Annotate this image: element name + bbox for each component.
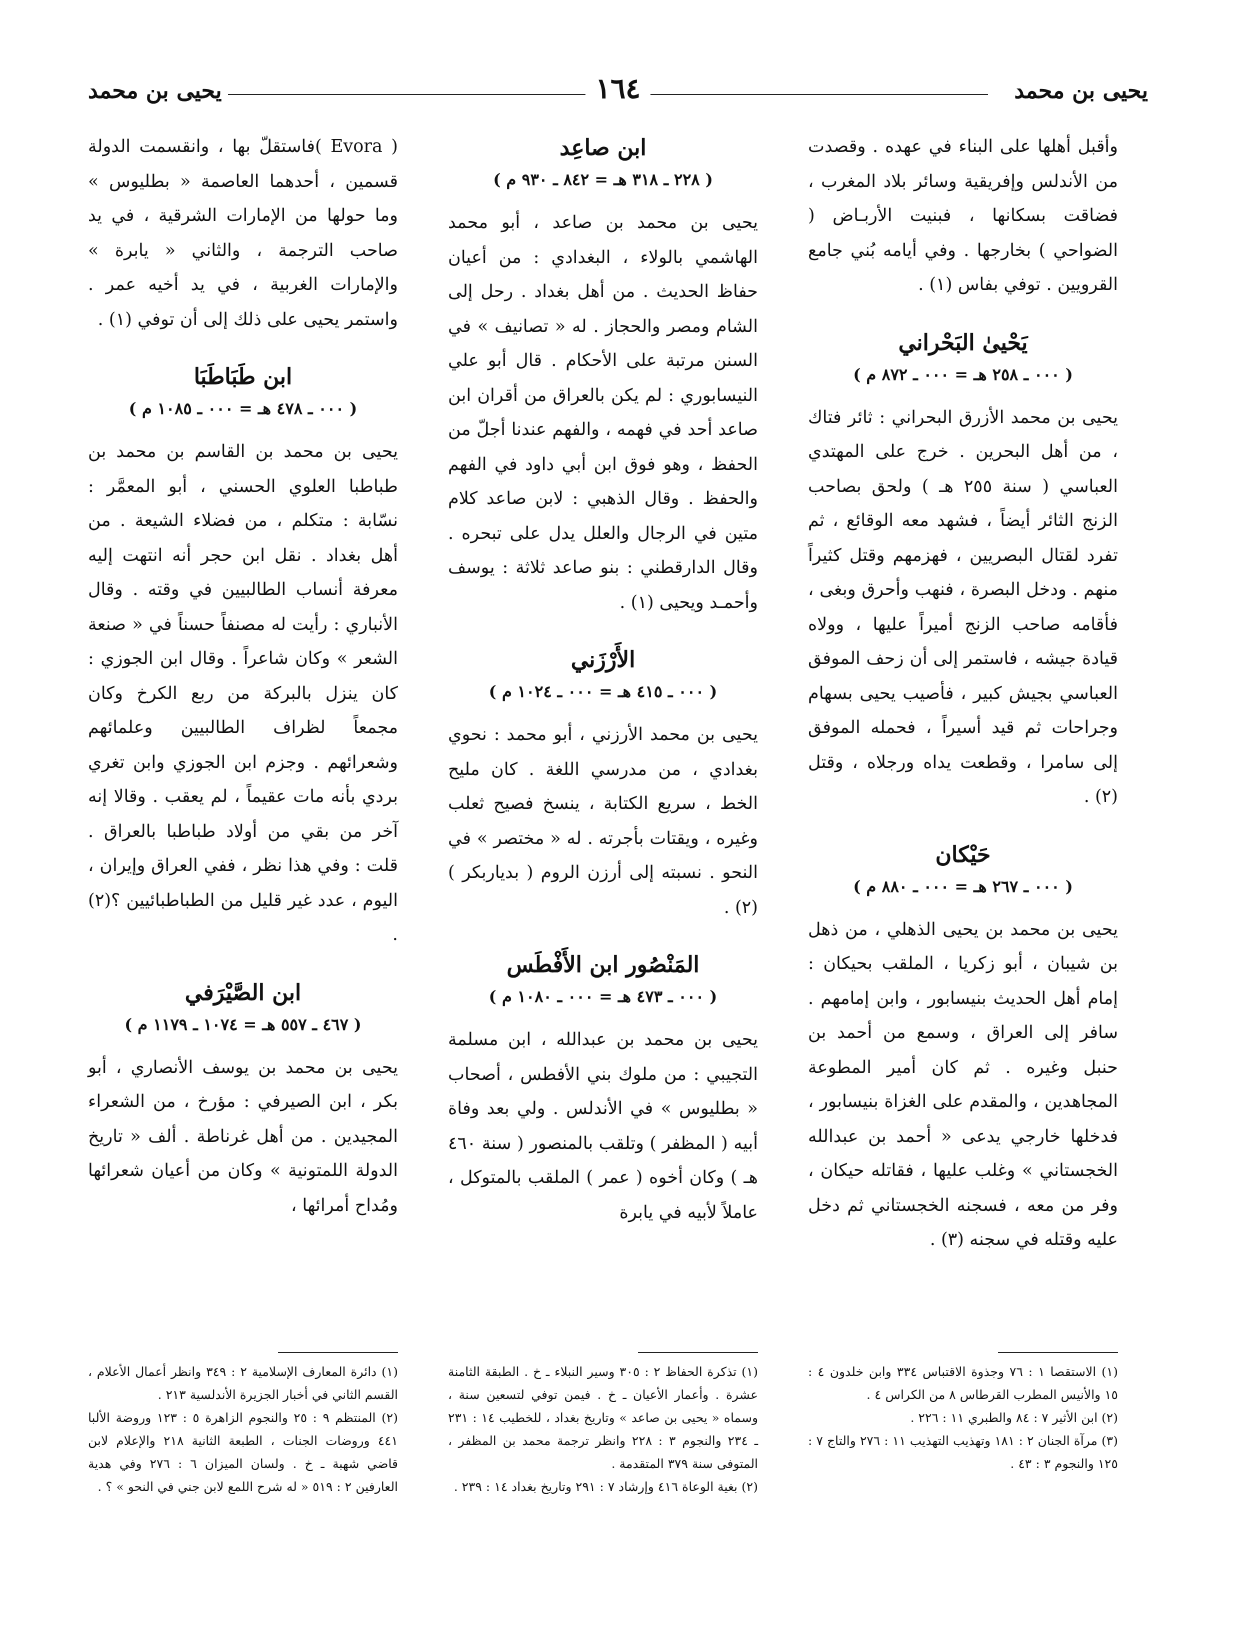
continuation-text: ( Evora )فاستقلّ بها ، وانقسمت الدولة قسمين ، أحدهما العاصمة « بطليوس » وما حولها من الإمارات الشرقية ، في يد صاحب الترجمة ، والثاني « يابرة » والإمارات الغربية ، في يد أخيه عمر . واستمر يحيى على ذلك إلى أن توفي (١) . <box>88 137 398 330</box>
entry-title: يَحْيىٰ البَحْراني <box>898 329 1028 356</box>
footnote: (١) الاستقصا ١ : ٧٦ وجذوة الاقتباس ٣٣٤ وابن خلدون ٤ : ١٥ والأنيس المطرب القرطاس ٨ من الكراس ٤ . <box>808 1364 1118 1402</box>
page-number: ١٦٤ <box>585 72 650 105</box>
footnote-rule <box>638 1352 758 1353</box>
entry-body: يحيى بن محمد بن يوسف الأنصاري ، أبو بكر ، ابن الصيرفي : مؤرخ ، من الشعراء المجيدين . من أهل غرناطة . ألف « تاريخ الدولة اللمتونية » وكان من أعيان شعرائها ومُداح أمرائها ، <box>88 1057 398 1216</box>
footnotes-right <box>808 1360 1118 1475</box>
entry-dates: ( ٠٠٠ ـ ٤١٥ هـ = ٠٠٠ ـ ١٠٢٤ م ) <box>488 682 718 701</box>
entry-dates: ( ٠٠٠ ـ ٤٧٨ هـ = ٠٠٠ ـ ١٠٨٥ م ) <box>128 399 358 418</box>
footnote-rule <box>998 1352 1118 1353</box>
running-title-right: يحيى بن محمد <box>1014 78 1148 104</box>
entry-title: الأَرْزَني <box>570 647 636 673</box>
footnotes-left <box>88 1360 398 1498</box>
column-right <box>808 130 1118 1258</box>
column-middle <box>448 130 758 1230</box>
page-header <box>88 72 1148 120</box>
entry-title: ابن الصَّيْرَفي <box>184 979 302 1006</box>
footnote: (٣) مرآة الجنان ٢ : ١٨١ وتهذيب التهذيب ١١ : ٢٧٦ والتاج ٧ : ١٢٥ والنجوم ٣ : ٤٣ . <box>808 1433 1118 1471</box>
running-title-left: يحيى بن محمد <box>88 78 222 104</box>
footnotes-middle <box>448 1360 758 1498</box>
entry-body: يحيى بن محمد بن يحيى الذهلي ، من ذهل بن شيبان ، أبو زكريا ، الملقب بحيكان : إمام أهل الحديث بنيسابور ، وابن إمامهم . سافر إلى العراق ، وسمع من أحمد بن حنبل وغيره . ثم كان أمير المطوعة المجاهدين ، والمقدم على الغزاة بنيسابور ، فدخلها خارجي يدعى « أحمد بن عبدالله الخجستاني » وغلب عليها ، فقاتله حيكان ، وفر من معه ، فسجنه الخجستاني ثم دخل عليه وقتله في سجنه (٣) . <box>808 919 1118 1250</box>
entry-dates: ( ٤٦٧ ـ ٥٥٧ هـ = ١٠٧٤ ـ ١١٧٩ م ) <box>124 1014 362 1034</box>
entry-body: يحيى بن محمد الأرزني ، أبو محمد : نحوي بغدادي ، من مدرسي اللغة . كان مليح الخط ، سريع الكتابة ، ينسخ فصيح ثعلب وغيره ، ويقتات بأجرته . له « مختصر » في النحو . نسبته إلى أرزن الروم ( بدياربكر ) (٢) . <box>448 725 758 918</box>
entry-dates: ( ٠٠٠ ـ ٢٦٧ هـ = ٠٠٠ ـ ٨٨٠ م ) <box>853 876 1073 896</box>
entry-title: ابن طَبَاطَبَا <box>193 364 293 390</box>
footnote: (١) دائرة المعارف الإسلامية ٢ : ٣٤٩ وانظر أعمال الأعلام ، القسم الثاني في أخبار الجزيرة الأندلسية ٢١٣ . <box>88 1364 399 1402</box>
entry-title: حَيْكان <box>935 841 991 868</box>
entry-dates: ( ٠٠٠ ـ ٢٥٨ هـ = ٠٠٠ ـ ٨٧٢ م ) <box>853 364 1073 384</box>
entry-body: يحيى بن محمد بن القاسم بن محمد بن طباطبا العلوي الحسني ، أبو المعمَّر : نسّابة : متكلم ، من فضلاء الشيعة . من أهل بغداد . نقل ابن حجر أنه انتهت إليه معرفة أنساب الطالبيين في وقته . وقال الأنباري : رأيت له مصنفاً حسناً في « صنعة الشعر » وكان شاعراً . وقال ابن الجوزي : كان ينزل بالبركة من ربع الكرخ وكان مجمعاً لظراف الطالبيين وعلمائهم وشعرائهم . وجزم ابن الجوزي وابن تغري بردي بأنه مات عقيماً ، لم يعقب . وقالا إنه آخر من بقي من أولاد طباطبا بالعراق . قلت : وفي هذا نظر ، ففي العراق وإيران ، اليوم ، عدد غير قليل من الطباطبائيين ؟(٢) . <box>88 442 398 945</box>
entry-body: يحيى بن محمد الأزرق البحراني : ثائر فتاك ، من أهل البحرين . خرج على المهتدي العباسي ( سنة ٢٥٥ هـ ) ولحق بصاحب الزنج الثائر أيضاً ، فشهد معه الوقائع ، ثم تفرد لقتال البصريين ، فهزمهم وقتل كثيراً منهم . ودخل البصرة ، فنهب وأحرق وبغى ، فأقامه صاحب الزنج أميراً عليها ، وولاه قيادة جيشه ، فاستمر إلى أن زحف الموفق العباسي بجيش كبير ، فأصيب يحيى بسهام وجراحات ثم قيد أسيراً ، فحمله الموفق إلى سامرا ، وقطعت يداه ورجلاه ، وقتل (٢) . <box>808 407 1118 807</box>
continuation-text: وأقبل أهلها على البناء في عهده . وقصدت من الأندلس وإفريقية وسائر بلاد المغرب ، فضاقت بسكانها ، فبنيت الأربـاض ( الضواحي ) بخارجها . وفي أيامه بُني جامع القرويين . توفي بفاس (١) . <box>808 137 1118 295</box>
entry-body: يحيى بن محمد بن عبدالله ، ابن مسلمة التجيبي : من ملوك بني الأفطس ، أصحاب « بطليوس » في الأندلس . ولي بعد وفاة أبيه ( المظفر ) وتلقب بالمنصور ( سنة ٤٦٠ هـ ) وكان أخوه ( عمر ) الملقب بالمتوكل ، عاملاً لأبيه في يابرة <box>448 1030 758 1223</box>
column-left <box>88 130 398 1223</box>
entry-title: المَنْصُور ابن الأَفْطَس <box>506 952 700 978</box>
entry-dates: ( ٠٠٠ ـ ٤٧٣ هـ = ٠٠٠ ـ ١٠٨٠ م ) <box>488 987 718 1006</box>
footnote: (١) تذكرة الحفاظ ٢ : ٣٠٥ وسير النبلاء ـ خ . الطبقة الثامنة عشرة . وأعمار الأعيان ـ خ . فيمن توفي لتسعين سنة ، وسماه « يحيى بن صاعد » وتاريخ بغداد ، للخطيب ١٤ : ٢٣١ ـ ٢٣٤ والنجوم ٣ : ٢٢٨ وانظر ترجمة محمد بن المظفر ، المتوفى سنة ٣٧٩ المتقدمة . <box>448 1364 758 1471</box>
entry-title: ابن صاعِد <box>559 135 647 161</box>
footnote: (٢) ابن الأثير ٧ : ٨٤ والطبري ١١ : ٢٢٦ . <box>910 1410 1118 1425</box>
footnote: (٢) بغية الوعاة ٤١٦ وإرشاد ٧ : ٢٩١ وتاريخ بغداد ١٤ : ٢٣٩ . <box>453 1479 758 1494</box>
entry-body: يحيى بن محمد بن صاعد ، أبو محمد الهاشمي بالولاء ، البغدادي : من أعيان حفاظ الحديث . من أهل بغداد . رحل إلى الشام ومصر والحجاز . له « تصانيف » في السنن مرتبة على الأحكام . قال أبو علي النيسابوري : لم يكن بالعراق من أقران ابن صاعد أحد في فهمه ، والفهم عندنا أجلّ من الحفظ ، وهو فوق ابن أبي داود في الفهم والحفظ . وقال الذهبي : لابن صاعد كلام متين في الرجال والعلل يدل على تبحره . وقال الدارقطني : بنو صاعد ثلاثة : يوسف وأحمـد ويحيى (١) . <box>448 213 758 613</box>
footnote: (٢) المنتظم ٩ : ٢٥ والنجوم الزاهرة ٥ : ١٢٣ وروضة الألبا ٤٤١ وروضات الجنات ، الطبعة الثانية ٢١٨ والإعلام لابن قاضي شهبة ـ خ . ولسان الميزان ٦ : ٢٧٦ وفي هدية العارفين ٢ : ٥١٩ « له شرح اللمع لابن جني في النحو » ؟ . <box>88 1410 398 1494</box>
entry-dates: ( ٢٢٨ ـ ٣١٨ هـ = ٨٤٢ ـ ٩٣٠ م ) <box>493 170 713 189</box>
footnote-rule <box>278 1352 398 1353</box>
